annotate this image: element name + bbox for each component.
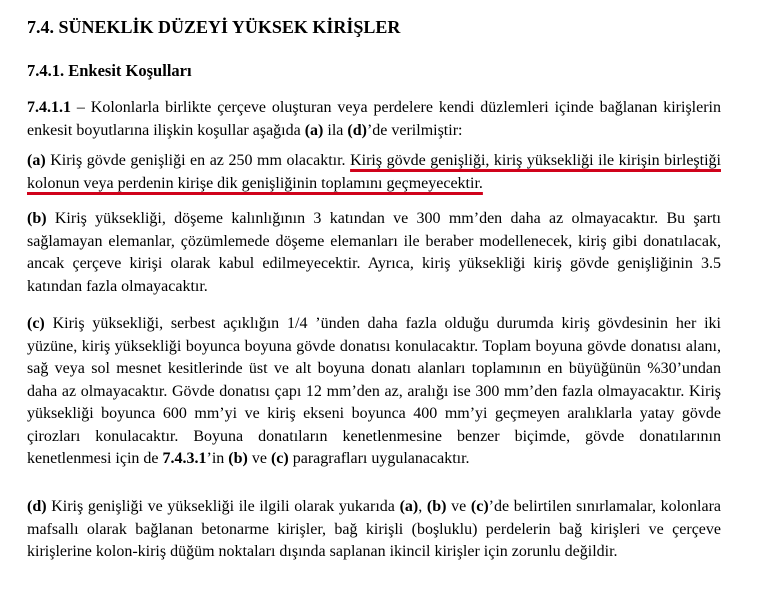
- paragraph-d-text-2: ,: [418, 498, 427, 515]
- ref-b: (b): [228, 450, 248, 467]
- paragraph-d: [27, 496, 721, 564]
- paragraph-a-text: Kiriş gövde genişliği en az 250 mm olacaktır.: [45, 152, 351, 169]
- intro-paragraph: [27, 97, 721, 142]
- paragraph-a: [27, 150, 721, 195]
- paragraph-b-text: Kiriş yüksekliği, döşeme kalınlığının 3 katından ve 300 mm’den daha az olmayacaktır. Bu şartı sağlamayan elemanlar, çözümlemede döşeme elemanları ile beraber modellenecek, kiriş gibi donatılacak, ancak çerçeve kirişi olarak kabul edilmeyecektir. Ayrıca, kiriş yüksekliği kiriş gövde genişliğinin 3.5 katından fazla olmayacaktır.: [27, 210, 721, 295]
- paragraph-c-text-4: paragrafları uygulanacaktır.: [288, 450, 470, 467]
- paragraph-c-text-3: ve: [247, 450, 271, 467]
- paragraph-d-text-4: ’de belirtilen sınırlamalar, kolonlara mafsallı olarak bağlanan betonarme kirişler, bağ kirişli (boşluklu) perdelerin bağ kirişleri ve çerçeve kirişlerine kolon-kiriş düğüm noktaları dışında saplanan ikincil kirişler için zorunlu değildir.: [27, 498, 722, 560]
- ref-c: (c): [470, 498, 489, 515]
- paragraph-c-label: (c): [27, 315, 45, 332]
- paragraph-d-text: Kiriş genişliği ve yüksekliği ile ilgili olarak yukarıda: [46, 498, 400, 515]
- paragraph-a-label: (a): [27, 152, 46, 169]
- ref-a: (a): [399, 498, 419, 515]
- paragraph-d-text-3: ve: [446, 498, 471, 515]
- paragraph-d-label: (d): [27, 498, 47, 515]
- ref-7-4-3-1: 7.4.3.1: [162, 450, 207, 467]
- ref-b: (b): [426, 498, 447, 515]
- ref-c: (c): [270, 450, 289, 467]
- ref-a: (a): [304, 121, 324, 139]
- paragraph-c-text: Kiriş yüksekliği, serbest açıklığın 1/4 ’ünden daha fazla olduğu durumda kiriş gövdesinin her iki yüzüne, kiriş yüksekliği boyunca boyuna gövde donatısı konulacaktır. Toplam boyuna gövde donatısı alanı, sağ veya sol mesnet kesitlerinde üst ve alt boyuna donatı alanları toplamının en büyüğünün %30’undan daha az olmayacaktır. Gövde donatısı çapı 12 mm’den az, aralığı ise 300 mm’den fazla olmayacaktır. Kiriş yüksekliği boyunca 600 mm’yi ve kiriş ekseni boyunca 400 mm’yi geçmeyen aralıklarla yatay gövde çirozları konulacaktır. Boyuna donatıların kenetlenmesine benzer biçimde, gövde donatılarının kenetlenmesi için de: [27, 315, 721, 467]
- paragraph-c-text-2: ’in: [206, 450, 229, 467]
- intro-text: – Kolonlarla birlikte çerçeve oluşturan veya perdelere kendi düzlemleri içinde bağlanan kirişlerin enkesit boyutlarına ilişkin koşullar aşağıda: [27, 99, 721, 139]
- paragraph-c: [27, 313, 721, 471]
- section-heading: 7.4. SÜNEKLİK DÜZEYİ YÜKSEK KİRİŞLER: [27, 17, 401, 37]
- subsection-heading: 7.4.1. Enkesit Koşulları: [27, 61, 192, 80]
- ref-d: (d): [347, 121, 367, 139]
- intro-text-2: ila: [323, 121, 348, 139]
- clause-number: 7.4.1.1: [27, 99, 71, 116]
- paragraph-b-label: (b): [27, 210, 47, 227]
- paragraph-b: [27, 208, 721, 298]
- highlighted-sentence: Kiriş gövde genişliği, kiriş yüksekliği ile kirişin birleştiği kolonun veya perdenin kirişe dik genişliğinin toplamını geçmeyecektir.: [27, 152, 721, 192]
- intro-text-3: ’de verilmiştir:: [366, 121, 463, 139]
